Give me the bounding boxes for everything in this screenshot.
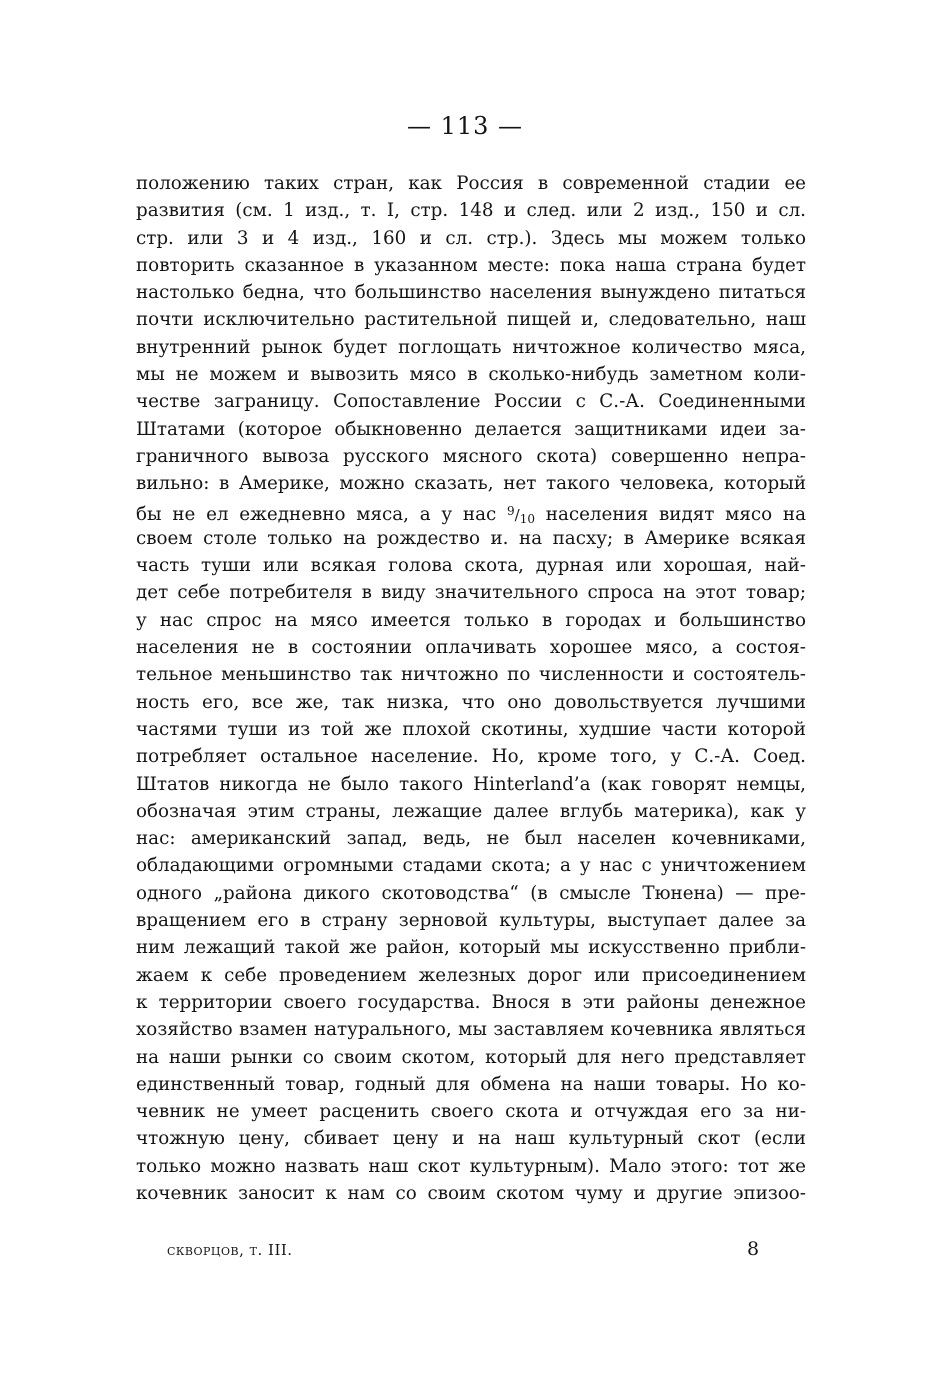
- text-line-with-fraction: [136, 498, 806, 525]
- text-line: почти исключительно растительной пищей и, следовательно, наш: [136, 309, 806, 331]
- text-line: одного „района дикого скотоводства“ (в смысле Тюнена) — пре-: [136, 882, 806, 904]
- text-line: на наши рынки со своим скотом, который для него представляет: [136, 1046, 806, 1068]
- text-line: единственный товар, годный для обмена на наши товары. Но ко-: [136, 1073, 806, 1095]
- text-line: Штатами (которое обыкновенно делается защитниками идеи за-: [136, 418, 806, 440]
- text-line: честве заграницу. Сопоставление России с С.-А. Соединенными: [136, 391, 806, 413]
- text-line: хозяйство взамен натурального, мы заставляем кочевника являться: [136, 1019, 806, 1041]
- text-line: кочевник заносит к нам со своим скотом чуму и другие эпизоо-: [136, 1182, 806, 1204]
- text-line: ность его, все же, так низка, что оно довольствуется лучшими: [136, 691, 806, 713]
- fraction-separator: /: [514, 505, 520, 524]
- text-line: часть туши или всякая голова скота, дурная или хорошая, най-: [136, 555, 806, 577]
- text-line: нас: американский запад, ведь, не был населен кочевниками,: [136, 828, 806, 850]
- text-line: дет себе потребителя в виду значительного спроса на этот товар;: [136, 582, 806, 604]
- line-13-before: бы не ел ежедневно мяса, а у нас: [136, 503, 508, 525]
- text-line: вращением его в страну зерновой культуры, выступает далее за: [136, 910, 806, 932]
- text-line: тельное меньшинство так ничтожно по численности и состоятель-: [136, 664, 806, 686]
- fraction-nine-tenths: [507, 503, 535, 526]
- text-line: Штатов никогда не было такого Hinterland’a (как говорят немцы,: [136, 773, 806, 795]
- text-line: повторить сказанное в указанном месте: пока наша страна будет: [136, 254, 806, 276]
- printer-signature: скворцов, т. III.: [167, 1241, 293, 1259]
- text-line: внутренний рынок будет поглощать ничтожное количество мяса,: [136, 336, 806, 358]
- text-line: положению таких стран, как Россия в современной стадии ее: [136, 173, 806, 194]
- text-line: настолько бедна, что большинство населения вынуждено питаться: [136, 282, 806, 304]
- line-13-after: населения видят мясо на: [535, 503, 807, 525]
- page-number: — 113 —: [406, 112, 524, 140]
- text-line: потребляет остальное население. Но, кроме того, у С.-А. Соед.: [136, 746, 806, 768]
- body-text: [136, 170, 806, 1207]
- text-line: своем столе только на рождество и. на пасху; в Америке всякая: [136, 527, 806, 549]
- text-line: ним лежащий такой же район, который мы искусственно прибли-: [136, 937, 806, 959]
- text-line: частями туши из той же плохой скотины, худшие части которой: [136, 718, 806, 740]
- text-line: только можно назвать наш скот культурным). Мало этого: тот же: [136, 1155, 806, 1177]
- text-line: к территории своего государства. Внося в эти районы денежное: [136, 991, 806, 1013]
- text-line: развития (см. 1 изд., т. I, стр. 148 и след. или 2 изд., 150 и сл.: [136, 200, 806, 222]
- text-line: у нас спрос на мясо имеется только в городах и большинство: [136, 609, 806, 631]
- fraction-numerator: 9: [507, 503, 515, 518]
- fraction-denominator: 10: [519, 511, 535, 526]
- text-line: населения не в состоянии оплачивать хорошее мясо, а состоя-: [136, 637, 806, 659]
- sheet-number: 8: [747, 1238, 760, 1260]
- text-line: обладающими огромными стадами скота; а у нас с уничтожением: [136, 855, 806, 877]
- text-line: чтожную цену, сбивает цену и на наш культурный скот (если: [136, 1128, 806, 1150]
- text-line: жаем к себе проведением железных дорог или присоединением: [136, 964, 806, 986]
- text-line: обозначая этим страны, лежащие далее вглубь материка), как у: [136, 800, 806, 822]
- text-line: чевник не умеет расценить своего скота и отчуждая его за ни-: [136, 1101, 806, 1123]
- text-line: граничного вывоза русского мясного скота) совершенно непра-: [136, 445, 806, 467]
- text-line: мы не можем и вывозить мясо в сколько-нибудь заметном коли-: [136, 364, 806, 386]
- text-line: стр. или 3 и 4 изд., 160 и сл. стр.). Здесь мы можем только: [136, 227, 806, 249]
- text-line: вильно: в Америке, можно сказать, нет такого человека, который: [136, 473, 806, 495]
